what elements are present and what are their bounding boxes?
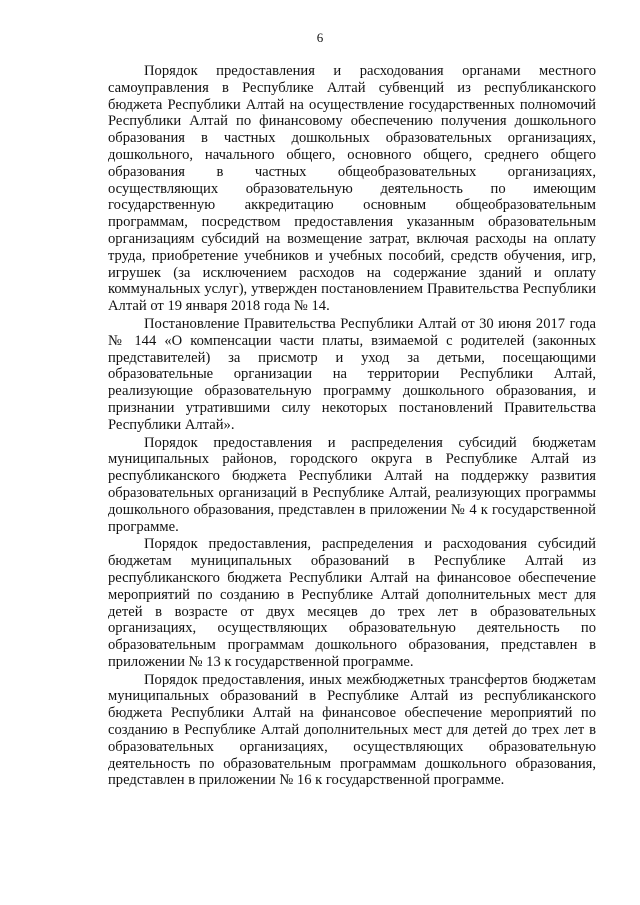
paragraph-subvention-procedure: Порядок предоставления и расходования органами местного самоуправления в Республике Алтай субвенций из республиканского бюджета Республики Алтай на осуществление государственных полномочий Республики Алтай по финансовому обеспечению получения дошкольного образования в частных дошкольных образовательных организациях, дошкольного, начального общего, основного общего, среднего общего образования в частных общеобразовательных организациях, осуществляющих образовательную деятельность по имеющим государственную аккредитацию основным общеобразовательным программам, посредством предоставления указанным образовательным организациям субсидий на возмещение затрат, включая расходы на оплату труда, приобретение учебников и учебных пособий, средств обучения, игр, игрушек (за исключением расходов на содержание зданий и оплату коммунальных услуг), утвержден постановлением Правительства Республики Алтай от 19 января 2018 года № 14. (108, 63, 596, 315)
paragraph-interbudget-transfers: Порядок предоставления, иных межбюджетных трансфертов бюджетам муниципальных образований в Республике Алтай из республиканского бюджета Республики Алтай на финансовое обеспечение мероприятий по созданию в Республике Алтай дополнительных мест для детей до трех лет в образовательных организациях, осуществляющих образовательную деятельность по образовательным программам дошкольного образования, представлен в приложении № 16 к государственной программе. (108, 671, 596, 789)
paragraph-subsidy-new-places: Порядок предоставления, распределения и расходования субсидий бюджетам муниципальных образований в Республике Алтай из республиканского бюджета Республики Алтай на финансовое обеспечение мероприятий по созданию в Республике Алтай дополнительных мест для детей в возрасте от двух месяцев до трех лет в образовательных организациях, осуществляющих образовательную деятельность по образовательным программам дошкольного образования, представлен в приложении № 13 к государственной программе. (108, 536, 596, 670)
page-number: 6 (316, 30, 324, 45)
paragraph-subsidy-development: Порядок предоставления и распределения субсидий бюджетам муниципальных районов, городского округа в Республике Алтай из республиканского бюджета Республики Алтай на поддержку развития образовательных организаций в Республике Алтай, реализующих программы дошкольного образования, представлен в приложении № 4 к государственной программе. (108, 434, 596, 535)
document-body (108, 63, 596, 790)
paragraph-compensation-resolution: Постановление Правительства Республики Алтай от 30 июня 2017 года № 144 «О компенсации части платы, взимаемой с родителей (законных представителей) за присмотр и уход за детьми, посещающими образовательные организации на территории Республики Алтай, реализующие образовательную программу дошкольного образования, и признании утратившими силу некоторых постановлений Правительства Республики Алтай». (108, 315, 596, 433)
